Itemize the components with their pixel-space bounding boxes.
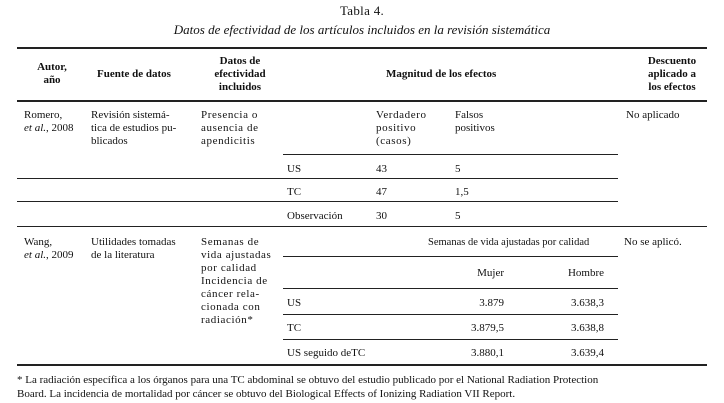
header-autor: Autor, año xyxy=(37,61,67,86)
table-label: Tabla 4. xyxy=(339,3,385,18)
wang-fuente: Utilidades tomadas de la literatura xyxy=(91,236,176,261)
table-title: Datos de efectividad de los artículos incluidos en la revisión sistemática xyxy=(173,22,551,37)
header-fuente: Fuente de datos xyxy=(97,68,171,80)
wang-row-hombre: 3.639,4 xyxy=(571,347,604,359)
wang-col-hombre: Hombre xyxy=(567,267,604,279)
wang-row-hombre: 3.638,3 xyxy=(571,297,604,309)
rule-table-bottom xyxy=(17,364,707,366)
romero-fuente: Revisión sistemá- tica de estudios pu- blicados xyxy=(91,109,177,147)
rule-wang-sub1 xyxy=(283,314,618,315)
wang-col-mujer: Mujer xyxy=(477,267,504,279)
footnote-line: * La radiación específica a los órganos para una TC abdominal se obtuvo del estudio publicado por el National Radiation Protection xyxy=(17,374,599,386)
header-magnitud: Magnitud de los efectos xyxy=(386,68,497,80)
header-datos: Datos de efectividad incluidos xyxy=(214,55,266,93)
wang-row-mujer: 3.879 xyxy=(479,297,504,309)
rule-top xyxy=(17,47,707,49)
romero-row-fp: 1,5 xyxy=(455,186,469,198)
romero-row-vp: 47 xyxy=(376,186,387,198)
wang-row-label: US xyxy=(287,297,302,309)
header-descuento: Descuento aplicado a los efectos xyxy=(647,55,697,93)
footnote-line: Board. La incidencia de mortalidad por cáncer se obtuvo del Biological Effects of Ionizing Radiation VII Report. xyxy=(17,388,516,400)
romero-descuento: No aplicado xyxy=(626,109,680,121)
romero-fp-header: Falsos positivos xyxy=(455,109,495,134)
romero-row-vp: 43 xyxy=(376,163,387,175)
wang-row-mujer: 3.879,5 xyxy=(471,322,504,334)
romero-author: Romero, et al., 2008 xyxy=(24,109,74,134)
wang-author: Wang, et al., 2009 xyxy=(24,236,74,261)
wang-row-label: TC xyxy=(287,322,302,334)
wang-descuento: No se aplicó. xyxy=(624,236,682,248)
romero-row-fp: 5 xyxy=(455,163,461,175)
rule-header-bottom xyxy=(17,100,707,102)
rule-wang-cols xyxy=(283,288,618,289)
wang-row-mujer: 3.880,1 xyxy=(471,347,504,359)
romero-row-label: US xyxy=(287,163,302,175)
rule-wang-sub2 xyxy=(283,339,618,340)
romero-datos: Presencia o ausencia de apendicitis xyxy=(201,109,259,147)
rule-romero-sub1 xyxy=(283,154,618,155)
rule-romero-sub3 xyxy=(17,201,618,202)
romero-row-label: Observación xyxy=(287,210,343,222)
romero-row-fp: 5 xyxy=(455,210,461,222)
wang-datos: Semanas de vida ajustadas por calidad Incidencia de cáncer rela- cionada con radiación* xyxy=(201,236,272,326)
romero-row-label: TC xyxy=(287,186,302,198)
romero-vp-header: Verdadero positivo (casos) xyxy=(376,109,427,147)
rule-romero-sub2 xyxy=(17,178,618,179)
wang-group-header: Semanas de vida ajustadas por calidad xyxy=(428,237,590,248)
wang-row-hombre: 3.638,8 xyxy=(571,322,604,334)
rule-wang-group xyxy=(283,256,618,257)
romero-row-vp: 30 xyxy=(376,210,387,222)
rule-romero-bottom xyxy=(17,226,707,227)
wang-row-label: US seguido deTC xyxy=(287,347,366,359)
